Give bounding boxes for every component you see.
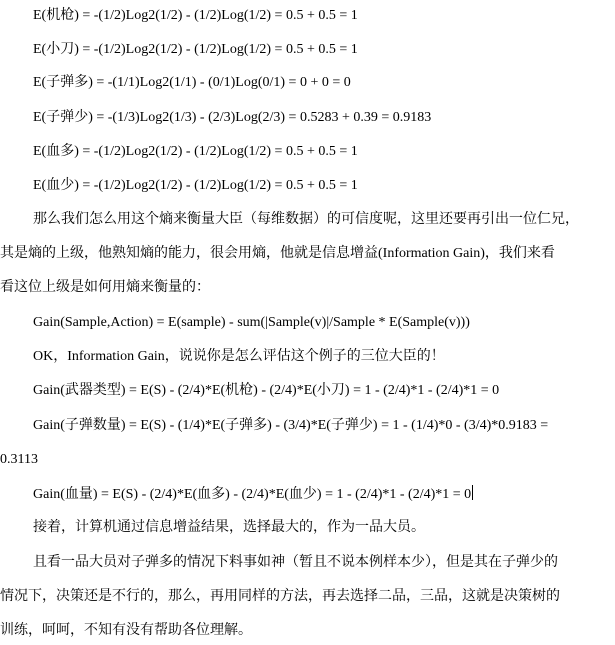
entropy-line-machine-gun: E(机枪) = -(1/2)Log2(1/2) - (1/2)Log(1/2) = 0.5 + 0.5 = 1 bbox=[33, 8, 358, 23]
paragraph-line: 接着，计算机通过信息增益结果，选择最大的，作为一品大员。 bbox=[33, 520, 425, 535]
gain-line-bullet-count: Gain(子弹数量) = E(S) - (1/4)*E(子弹多) - (3/4)*E(子弹少) = 1 - (1/4)*0 - (3/4)*0.9183 = bbox=[33, 418, 549, 433]
entropy-line-knife: E(小刀) = -(1/2)Log2(1/2) - (1/2)Log(1/2) = 0.5 + 0.5 = 1 bbox=[33, 42, 358, 57]
paragraph-line: 那么我们怎么用这个熵来衡量大臣（每维数据）的可信度呢，这里还要再引出一位仁兄， bbox=[33, 212, 579, 227]
paragraph-line: 训练，呵呵，不知有没有帮助各位理解。 bbox=[0, 623, 252, 638]
text-cursor bbox=[472, 485, 473, 500]
gain-formula: Gain(Sample,Action) = E(sample) - sum(|Sample(v)|/Sample * E(Sample(v))) bbox=[33, 315, 470, 330]
entropy-line-bullets-many: E(子弹多) = -(1/1)Log2(1/1) - (0/1)Log(0/1) = 0 + 0 = 0 bbox=[33, 75, 351, 90]
gain-line-weapon-type: Gain(武器类型) = E(S) - (2/4)*E(机枪) - (2/4)*E(小刀) = 1 - (2/4)*1 - (2/4)*1 = 0 bbox=[33, 383, 500, 398]
entropy-line-blood-high: E(血多) = -(1/2)Log2(1/2) - (1/2)Log(1/2) = 0.5 + 0.5 = 1 bbox=[33, 144, 358, 159]
entropy-line-blood-low: E(血少) = -(1/2)Log2(1/2) - (1/2)Log(1/2) = 0.5 + 0.5 = 1 bbox=[33, 178, 358, 193]
paragraph-line: 情况下，决策还是不行的，那么，再用同样的方法，再去选择二品，三品，这就是决策树的 bbox=[0, 589, 560, 604]
gain-line-blood bbox=[0, 485, 615, 505]
gain-line-blood-text: Gain(血量) = E(S) - (2/4)*E(血多) - (2/4)*E(血少) = 1 - (2/4)*1 - (2/4)*1 = 0 bbox=[33, 487, 472, 502]
gain-line-bullet-count-result: 0.3113 bbox=[0, 452, 38, 467]
paragraph-line: 其是熵的上级，他熟知熵的能力，很会用熵，他就是信息增益(Information Gain)，我们来看 bbox=[0, 246, 555, 261]
paragraph-line: 看这位上级是如何用熵来衡量的： bbox=[0, 280, 210, 295]
entropy-line-bullets-few: E(子弹少) = -(1/3)Log2(1/3) - (2/3)Log(2/3) = 0.5283 + 0.39 = 0.9183 bbox=[33, 110, 432, 125]
paragraph-line: OK，Information Gain，说说你是怎么评估这个例子的三位大臣的！ bbox=[33, 349, 445, 364]
paragraph-line: 且看一品大员对子弹多的情况下料事如神（暂且不说本例样本少），但是其在子弹少的 bbox=[33, 555, 558, 570]
